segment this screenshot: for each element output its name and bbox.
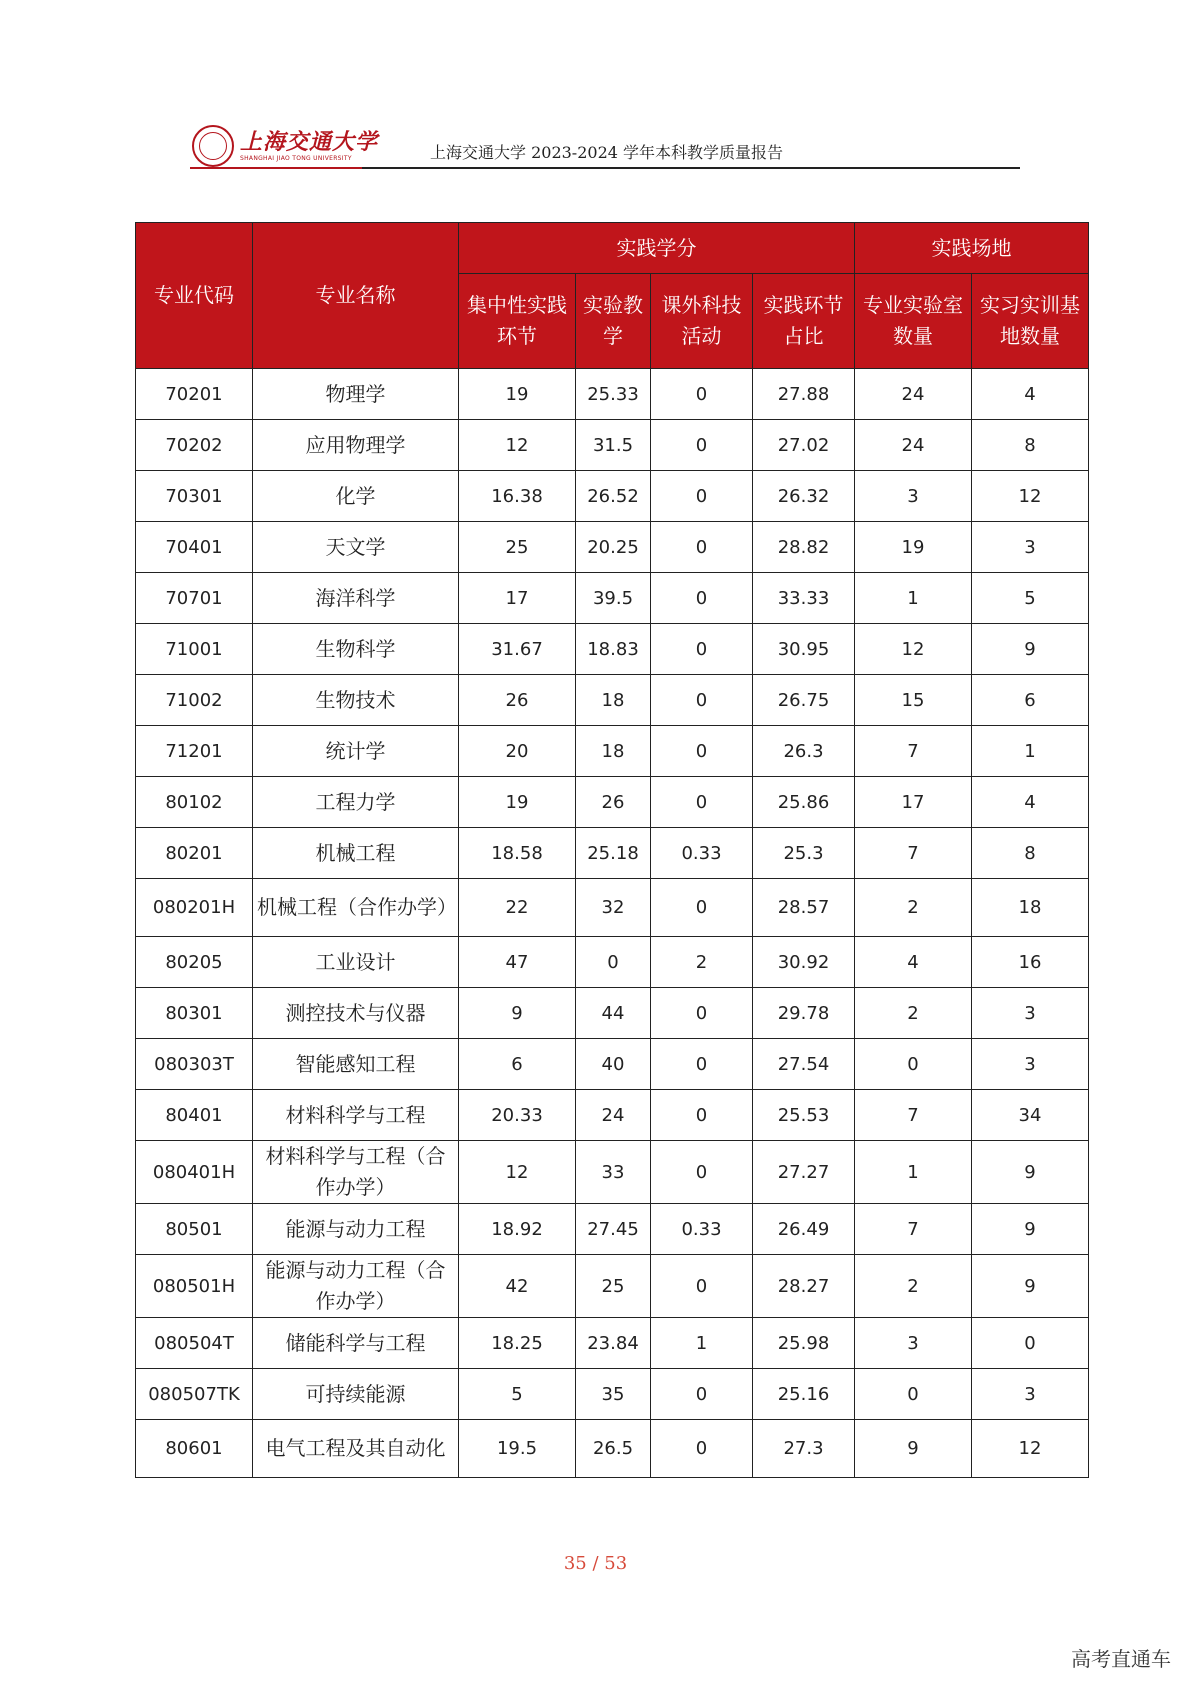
table-row: [136, 988, 1089, 1039]
cell-bases: 1: [972, 726, 1089, 777]
cell-major-name: 材料科学与工程: [253, 1090, 459, 1141]
cell-ratio: 25.98: [753, 1318, 855, 1369]
university-seal-icon: [192, 125, 234, 167]
cell-ratio: 33.33: [753, 573, 855, 624]
cell-concentrated: 19: [459, 369, 576, 420]
cell-major-code: 80401: [136, 1090, 253, 1141]
cell-experiment: 32: [576, 879, 651, 937]
cell-extracurricular: 0: [651, 420, 753, 471]
cell-extracurricular: 0: [651, 1090, 753, 1141]
cell-labs: 19: [855, 522, 972, 573]
cell-extracurricular: 0: [651, 675, 753, 726]
cell-major-code: 080303T: [136, 1039, 253, 1090]
table-row: [136, 369, 1089, 420]
cell-bases: 12: [972, 1420, 1089, 1478]
cell-experiment: 25.33: [576, 369, 651, 420]
watermark: 高考直通车: [1071, 1647, 1171, 1671]
cell-labs: 2: [855, 988, 972, 1039]
cell-experiment: 18: [576, 675, 651, 726]
cell-major-name: 生物技术: [253, 675, 459, 726]
cell-labs: 4: [855, 937, 972, 988]
table-row: [136, 1420, 1089, 1478]
cell-major-name: 机械工程: [253, 828, 459, 879]
table-row: [136, 1318, 1089, 1369]
cell-experiment: 40: [576, 1039, 651, 1090]
logo-chinese-name: 上海交通大学: [240, 129, 379, 155]
cell-experiment: 35: [576, 1369, 651, 1420]
cell-bases: 4: [972, 777, 1089, 828]
cell-ratio: 27.88: [753, 369, 855, 420]
cell-major-name: 测控技术与仪器: [253, 988, 459, 1039]
cell-concentrated: 18.92: [459, 1204, 576, 1255]
cell-ratio: 30.95: [753, 624, 855, 675]
cell-major-name: 化学: [253, 471, 459, 522]
cell-ratio: 28.82: [753, 522, 855, 573]
cell-bases: 12: [972, 471, 1089, 522]
col-header-code: 专业代码: [136, 223, 253, 369]
cell-major-code: 80501: [136, 1204, 253, 1255]
cell-extracurricular: 0: [651, 726, 753, 777]
cell-major-name: 电气工程及其自动化: [253, 1420, 459, 1478]
cell-labs: 1: [855, 573, 972, 624]
cell-labs: 12: [855, 624, 972, 675]
cell-extracurricular: 0: [651, 1039, 753, 1090]
cell-major-code: 80102: [136, 777, 253, 828]
cell-major-code: 70701: [136, 573, 253, 624]
cell-extracurricular: 0: [651, 522, 753, 573]
practice-credits-table: [135, 222, 1089, 1478]
cell-concentrated: 31.67: [459, 624, 576, 675]
cell-labs: 24: [855, 420, 972, 471]
cell-major-name: 物理学: [253, 369, 459, 420]
cell-ratio: 26.75: [753, 675, 855, 726]
cell-bases: 34: [972, 1090, 1089, 1141]
cell-major-name: 工程力学: [253, 777, 459, 828]
page-header: [190, 118, 1020, 170]
cell-ratio: 26.3: [753, 726, 855, 777]
cell-labs: 24: [855, 369, 972, 420]
cell-ratio: 25.86: [753, 777, 855, 828]
cell-bases: 9: [972, 1141, 1089, 1204]
table-row: [136, 1141, 1089, 1204]
cell-major-name: 能源与动力工程: [253, 1204, 459, 1255]
cell-major-name: 能源与动力工程（合作办学）: [253, 1255, 459, 1318]
table-row: [136, 1204, 1089, 1255]
cell-labs: 15: [855, 675, 972, 726]
cell-concentrated: 22: [459, 879, 576, 937]
cell-ratio: 27.54: [753, 1039, 855, 1090]
cell-concentrated: 6: [459, 1039, 576, 1090]
cell-concentrated: 19.5: [459, 1420, 576, 1478]
cell-extracurricular: 0: [651, 624, 753, 675]
cell-extracurricular: 0: [651, 1255, 753, 1318]
cell-ratio: 27.02: [753, 420, 855, 471]
cell-experiment: 18: [576, 726, 651, 777]
cell-bases: 8: [972, 420, 1089, 471]
cell-extracurricular: 0.33: [651, 828, 753, 879]
cell-major-code: 080401H: [136, 1141, 253, 1204]
table-row: [136, 522, 1089, 573]
cell-major-code: 080507TK: [136, 1369, 253, 1420]
logo-english-name: SHANGHAI JIAO TONG UNIVERSITY: [240, 155, 352, 162]
table-row: [136, 777, 1089, 828]
cell-labs: 0: [855, 1369, 972, 1420]
cell-major-code: 80301: [136, 988, 253, 1039]
cell-concentrated: 18.58: [459, 828, 576, 879]
cell-labs: 3: [855, 471, 972, 522]
cell-major-name: 天文学: [253, 522, 459, 573]
cell-major-code: 70301: [136, 471, 253, 522]
cell-concentrated: 19: [459, 777, 576, 828]
table-row: [136, 1255, 1089, 1318]
cell-major-code: 80205: [136, 937, 253, 988]
cell-major-name: 工业设计: [253, 937, 459, 988]
cell-ratio: 25.3: [753, 828, 855, 879]
cell-bases: 16: [972, 937, 1089, 988]
cell-extracurricular: 1: [651, 1318, 753, 1369]
col-header-bases: 实习实训基地数量: [972, 274, 1089, 369]
cell-concentrated: 18.25: [459, 1318, 576, 1369]
cell-extracurricular: 0: [651, 777, 753, 828]
col-header-name: 专业名称: [253, 223, 459, 369]
table-row: [136, 879, 1089, 937]
cell-bases: 9: [972, 1255, 1089, 1318]
cell-experiment: 26.52: [576, 471, 651, 522]
cell-labs: 7: [855, 1204, 972, 1255]
cell-bases: 6: [972, 675, 1089, 726]
cell-concentrated: 20.33: [459, 1090, 576, 1141]
cell-labs: 2: [855, 879, 972, 937]
cell-bases: 9: [972, 624, 1089, 675]
cell-major-code: 71002: [136, 675, 253, 726]
cell-major-code: 080501H: [136, 1255, 253, 1318]
cell-bases: 0: [972, 1318, 1089, 1369]
cell-ratio: 25.53: [753, 1090, 855, 1141]
cell-labs: 7: [855, 1090, 972, 1141]
header-row-1: [136, 223, 1089, 274]
cell-experiment: 44: [576, 988, 651, 1039]
cell-experiment: 20.25: [576, 522, 651, 573]
table-row: [136, 471, 1089, 522]
cell-major-name: 应用物理学: [253, 420, 459, 471]
cell-ratio: 26.32: [753, 471, 855, 522]
cell-bases: 8: [972, 828, 1089, 879]
table-row: [136, 726, 1089, 777]
page-number: 35 / 53: [563, 1553, 628, 1574]
cell-experiment: 26.5: [576, 1420, 651, 1478]
cell-labs: 0: [855, 1039, 972, 1090]
header-divider-accent: [190, 167, 362, 169]
cell-major-code: 70201: [136, 369, 253, 420]
cell-bases: 3: [972, 1369, 1089, 1420]
cell-labs: 17: [855, 777, 972, 828]
cell-major-code: 80201: [136, 828, 253, 879]
cell-concentrated: 17: [459, 573, 576, 624]
cell-experiment: 24: [576, 1090, 651, 1141]
cell-concentrated: 26: [459, 675, 576, 726]
cell-experiment: 26: [576, 777, 651, 828]
cell-major-name: 可持续能源: [253, 1369, 459, 1420]
table-row: [136, 675, 1089, 726]
cell-ratio: 25.16: [753, 1369, 855, 1420]
col-header-labs: 专业实验室数量: [855, 274, 972, 369]
cell-labs: 2: [855, 1255, 972, 1318]
cell-experiment: 23.84: [576, 1318, 651, 1369]
university-logo: [192, 125, 379, 167]
cell-major-name: 储能科学与工程: [253, 1318, 459, 1369]
cell-major-code: 71201: [136, 726, 253, 777]
cell-labs: 7: [855, 726, 972, 777]
cell-major-code: 080201H: [136, 879, 253, 937]
table-row: [136, 1090, 1089, 1141]
cell-concentrated: 12: [459, 420, 576, 471]
cell-bases: 18: [972, 879, 1089, 937]
cell-ratio: 28.27: [753, 1255, 855, 1318]
cell-bases: 3: [972, 1039, 1089, 1090]
cell-major-code: 080504T: [136, 1318, 253, 1369]
cell-experiment: 18.83: [576, 624, 651, 675]
cell-ratio: 26.49: [753, 1204, 855, 1255]
cell-bases: 3: [972, 522, 1089, 573]
cell-concentrated: 16.38: [459, 471, 576, 522]
table-row: [136, 1369, 1089, 1420]
cell-extracurricular: 2: [651, 937, 753, 988]
cell-major-name: 海洋科学: [253, 573, 459, 624]
cell-bases: 4: [972, 369, 1089, 420]
cell-concentrated: 20: [459, 726, 576, 777]
col-header-experiment: 实验教学: [576, 274, 651, 369]
table-row: [136, 624, 1089, 675]
group-header-sites: 实践场地: [855, 223, 1089, 274]
cell-extracurricular: 0: [651, 1369, 753, 1420]
col-header-extracurricular: 课外科技活动: [651, 274, 753, 369]
table-row: [136, 828, 1089, 879]
cell-major-code: 71001: [136, 624, 253, 675]
col-header-concentrated: 集中性实践环节: [459, 274, 576, 369]
cell-ratio: 28.57: [753, 879, 855, 937]
cell-concentrated: 12: [459, 1141, 576, 1204]
col-header-ratio: 实践环节占比: [753, 274, 855, 369]
cell-major-name: 机械工程（合作办学）: [253, 879, 459, 937]
cell-major-code: 70401: [136, 522, 253, 573]
cell-extracurricular: 0: [651, 879, 753, 937]
cell-major-name: 材料科学与工程（合作办学）: [253, 1141, 459, 1204]
cell-bases: 3: [972, 988, 1089, 1039]
cell-experiment: 25: [576, 1255, 651, 1318]
cell-concentrated: 9: [459, 988, 576, 1039]
cell-extracurricular: 0: [651, 471, 753, 522]
cell-concentrated: 25: [459, 522, 576, 573]
group-header-credits: 实践学分: [459, 223, 855, 274]
cell-ratio: 27.27: [753, 1141, 855, 1204]
cell-concentrated: 5: [459, 1369, 576, 1420]
cell-ratio: 30.92: [753, 937, 855, 988]
cell-experiment: 33: [576, 1141, 651, 1204]
table-row: [136, 1039, 1089, 1090]
cell-concentrated: 47: [459, 937, 576, 988]
cell-extracurricular: 0.33: [651, 1204, 753, 1255]
cell-experiment: 0: [576, 937, 651, 988]
cell-major-code: 70202: [136, 420, 253, 471]
cell-labs: 1: [855, 1141, 972, 1204]
cell-major-name: 生物科学: [253, 624, 459, 675]
cell-bases: 5: [972, 573, 1089, 624]
cell-extracurricular: 0: [651, 1141, 753, 1204]
cell-extracurricular: 0: [651, 1420, 753, 1478]
cell-labs: 3: [855, 1318, 972, 1369]
table-row: [136, 420, 1089, 471]
cell-major-name: 统计学: [253, 726, 459, 777]
cell-experiment: 31.5: [576, 420, 651, 471]
cell-extracurricular: 0: [651, 573, 753, 624]
table-row: [136, 573, 1089, 624]
cell-concentrated: 42: [459, 1255, 576, 1318]
cell-experiment: 27.45: [576, 1204, 651, 1255]
report-title: 上海交通大学 2023-2024 学年本科教学质量报告: [430, 143, 784, 162]
cell-extracurricular: 0: [651, 988, 753, 1039]
cell-major-code: 80601: [136, 1420, 253, 1478]
cell-experiment: 39.5: [576, 573, 651, 624]
cell-labs: 9: [855, 1420, 972, 1478]
cell-major-name: 智能感知工程: [253, 1039, 459, 1090]
cell-ratio: 29.78: [753, 988, 855, 1039]
table-row: [136, 937, 1089, 988]
cell-labs: 7: [855, 828, 972, 879]
cell-extracurricular: 0: [651, 369, 753, 420]
cell-experiment: 25.18: [576, 828, 651, 879]
cell-bases: 9: [972, 1204, 1089, 1255]
cell-ratio: 27.3: [753, 1420, 855, 1478]
